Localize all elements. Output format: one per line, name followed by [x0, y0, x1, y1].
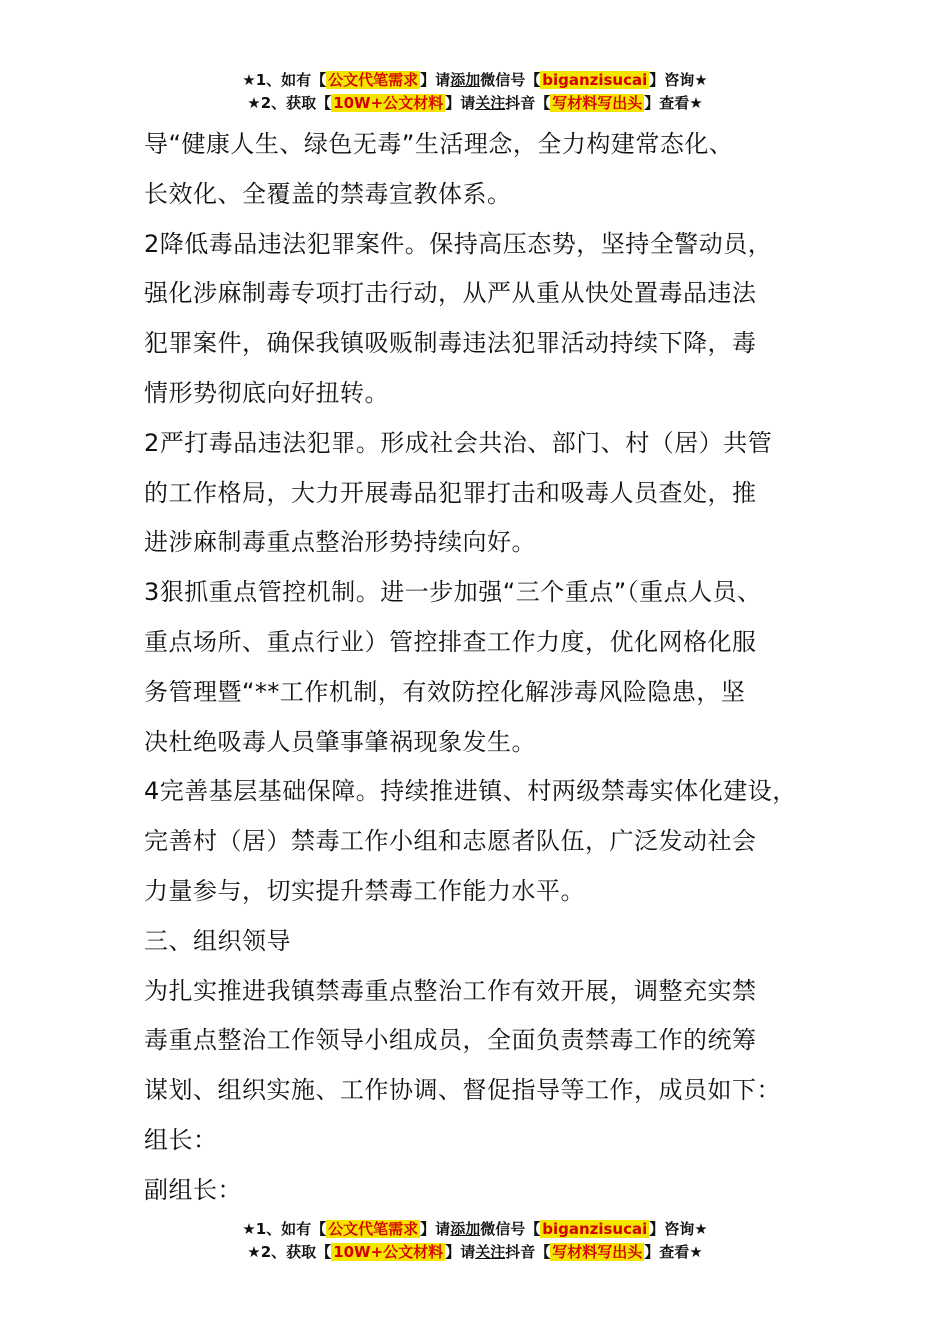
banner-text: 微信号【	[480, 71, 541, 89]
banner-text: ★1、如有【	[242, 71, 327, 89]
banner-underlined: 添加	[450, 71, 481, 89]
body-line: 完善村（居）禁毒工作小组和志愿者队伍，广泛发动社会	[144, 827, 757, 856]
banner-highlight: 写材料写出头	[552, 1243, 643, 1261]
section-heading: 三、组织领导	[144, 926, 291, 955]
banner-text: 抖音【	[505, 1243, 551, 1261]
body-line: 2降低毒品违法犯罪案件。保持高压态势，坚持全警动员，	[144, 229, 773, 258]
banner-text: 】咨询★	[649, 1220, 708, 1238]
body-line: 2严打毒品违法犯罪。形成社会共治、部门、村（居）共管	[144, 428, 773, 457]
document-body	[144, 120, 844, 1216]
banner-highlight: 10W+公文材料	[333, 1243, 444, 1261]
body-line: 力量参与，切实提升禁毒工作能力水平。	[144, 876, 585, 905]
banner-text: 】请	[445, 1243, 476, 1261]
body-line: 的工作格局，大力开展毒品犯罪打击和吸毒人员查处，推	[144, 478, 757, 507]
banner-highlight: biganzisucai	[542, 1220, 648, 1238]
body-line: 3狠抓重点管控机制。进一步加强“三个重点”（重点人员、	[144, 578, 762, 607]
banner-highlight: 10W+公文材料	[333, 94, 444, 112]
body-line: 强化涉麻制毒专项打击行动，从严从重从快处置毒品违法	[144, 279, 757, 308]
banner-text: 】请	[445, 94, 476, 112]
banner-underlined: 关注	[475, 1243, 506, 1261]
banner-text: ★2、获取【	[247, 1243, 332, 1261]
banner-text: 微信号【	[480, 1220, 541, 1238]
body-line: 为扎实推进我镇禁毒重点整治工作有效开展，调整充实禁	[144, 976, 757, 1005]
body-line: 务管理暨“**工作机制，有效防控化解涉毒风险隐患，坚	[144, 677, 746, 706]
body-line: 导“健康人生、绿色无毒”生活理念，全力构建常态化、	[144, 130, 734, 158]
banner-highlight: 公文代笔需求	[328, 1220, 419, 1238]
banner-highlight: biganzisucai	[542, 71, 648, 89]
banner-line-1	[0, 69, 950, 92]
banner-highlight: 写材料写出头	[552, 94, 643, 112]
banner-text: 】请	[420, 71, 451, 89]
body-line: 重点场所、重点行业）管控排查工作力度，优化网格化服	[144, 627, 757, 656]
body-line: 谋划、组织实施、工作协调、督促指导等工作，成员如下：	[144, 1076, 781, 1105]
banner-text: 】咨询★	[649, 71, 708, 89]
body-line: 进涉麻制毒重点整治形势持续向好。	[144, 528, 536, 557]
banner-text: 】查看★	[644, 1243, 703, 1261]
banner-line-1	[0, 1218, 950, 1241]
banner-line-2	[0, 92, 950, 115]
banner-highlight: 公文代笔需求	[328, 71, 419, 89]
body-line: 决杜绝吸毒人员肇事肇祸现象发生。	[144, 727, 536, 756]
banner-text: 】查看★	[644, 94, 703, 112]
banner-text: ★2、获取【	[247, 94, 332, 112]
banner-underlined: 添加	[450, 1220, 481, 1238]
banner-text: ★1、如有【	[242, 1220, 327, 1238]
body-line: 犯罪案件，确保我镇吸贩制毒违法犯罪活动持续下降，毒	[144, 329, 757, 358]
banner-text: 】请	[420, 1220, 451, 1238]
header-banner	[0, 69, 950, 115]
banner-text: 抖音【	[505, 94, 551, 112]
banner-underlined: 关注	[475, 94, 506, 112]
body-line: 副组长：	[144, 1175, 242, 1204]
body-line: 4完善基层基础保障。持续推进镇、村两级禁毒实体化建设，	[144, 777, 797, 806]
body-line: 毒重点整治工作领导小组成员，全面负责禁毒工作的统筹	[144, 1026, 757, 1055]
body-line: 长效化、全覆盖的禁毒宣教体系。	[144, 179, 512, 208]
footer-banner	[0, 1218, 950, 1264]
banner-line-2	[0, 1241, 950, 1264]
body-line: 情形势彻底向好扭转。	[144, 378, 389, 407]
body-line: 组长：	[144, 1125, 218, 1154]
